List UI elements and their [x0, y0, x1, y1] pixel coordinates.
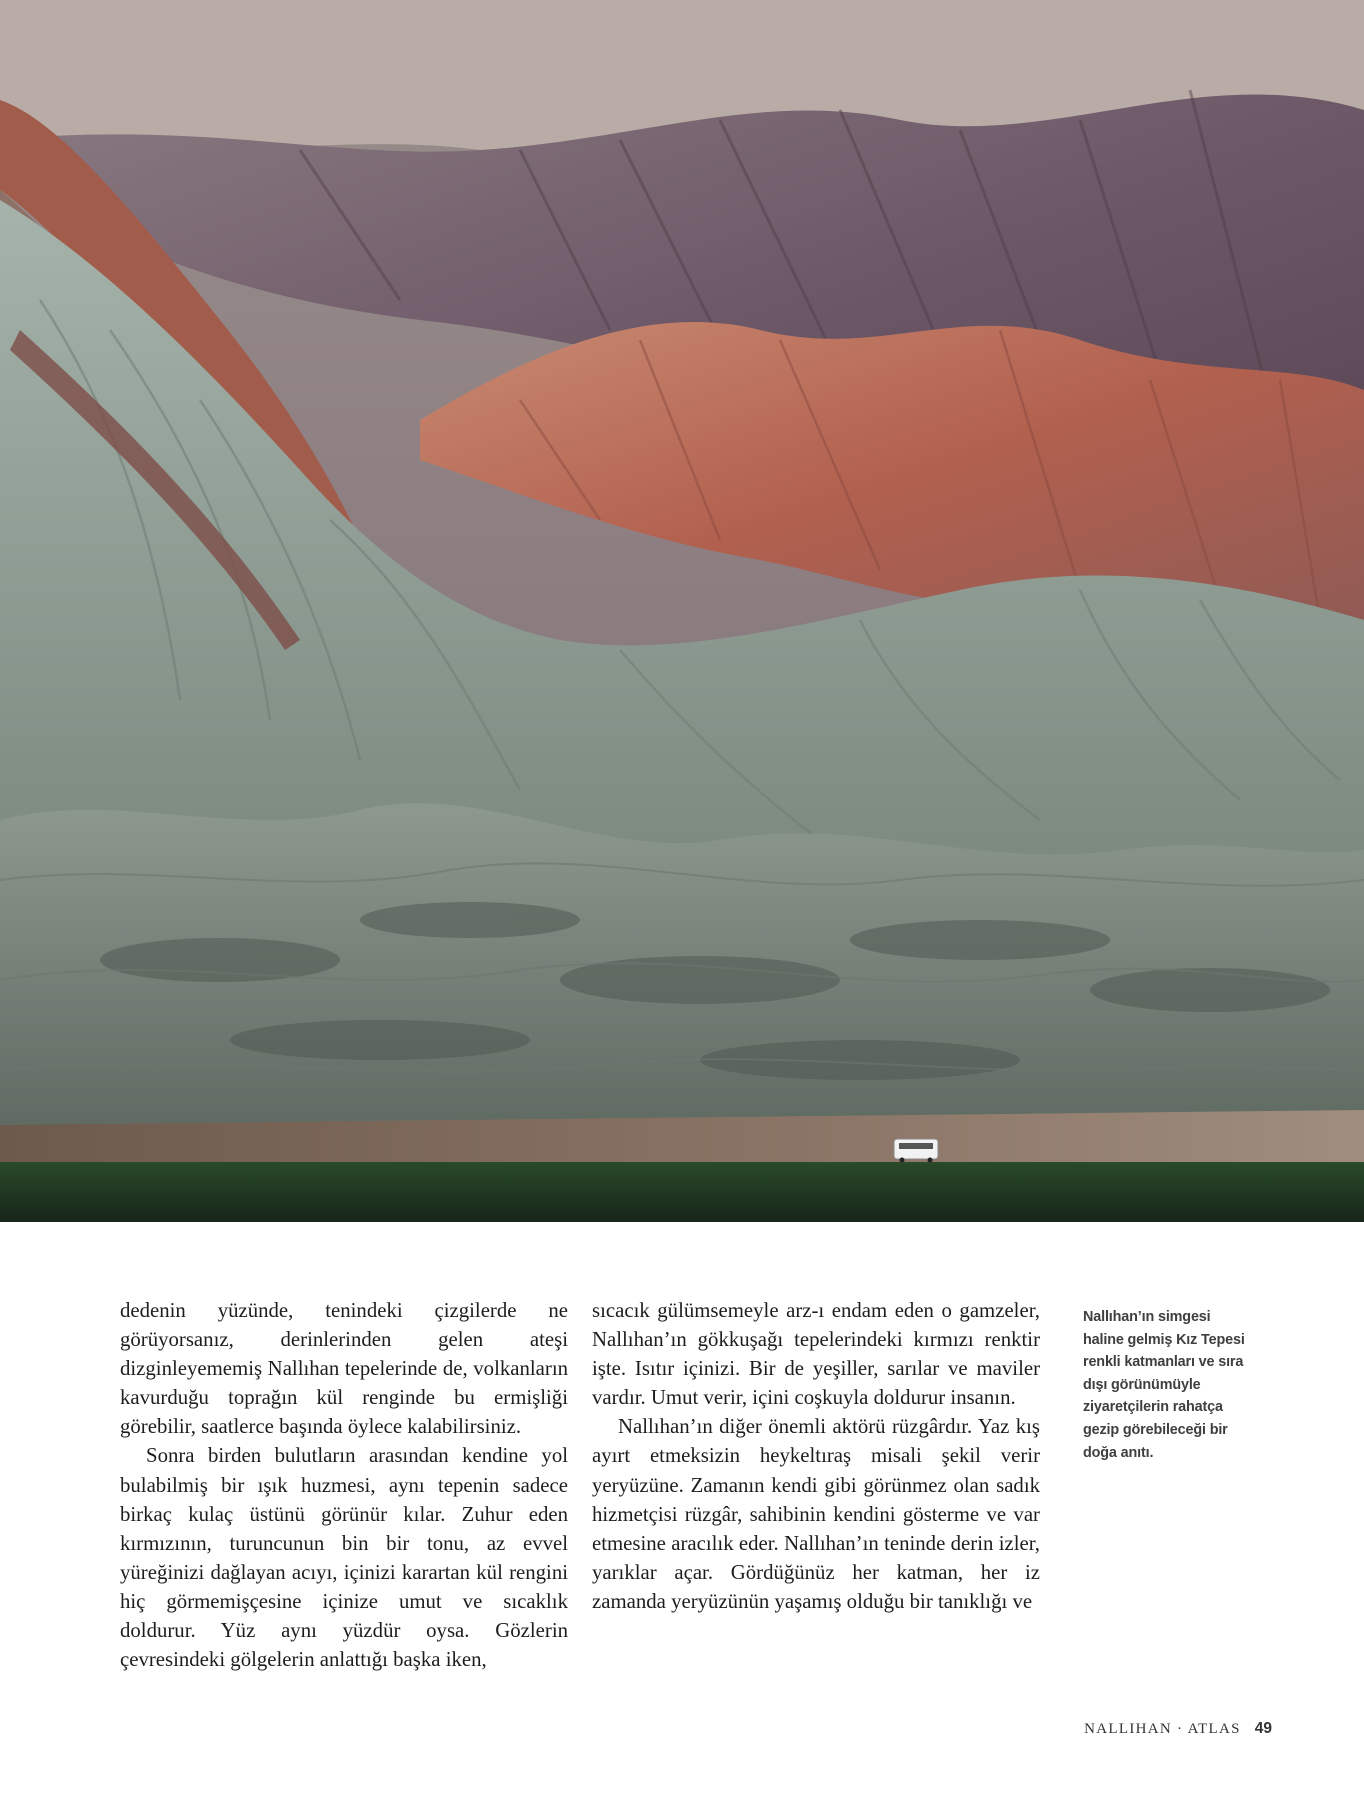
article-paragraph: Nallıhan’ın diğer önemli aktörü rüzgârdır. Yaz kış ayırt etmeksizin heykeltıraş misali şekil verir yeryüzüne. Zamanın kendi gibi görünmez olan sadık hizmetçisi rüzgâr, sahibinin kendini gösterme ve var etmesine aracılık eder. Nallıhan’ın teninde derin izler, yarıklar açar. Gördüğünüz her katman, her iz zamanda yeryüzünün yaşamış olduğu bir tanıklığı ve: [592, 1415, 1040, 1613]
article-column-1: [120, 1296, 568, 1674]
article-column-2: [592, 1296, 1040, 1616]
page-footer: [1084, 1720, 1272, 1738]
article-paragraph: dedenin yüzünde, tenindeki çizgilerde ne görüyorsanız, derinlerinden gelen ateşi dizginleyememiş Nallıhan tepelerinde de, volkanların kavurduğu toprağın kül renginde bu ermişliği görebilir, saatlerce başında öylece kalabilirsiniz.: [120, 1299, 568, 1439]
article-paragraph: Sonra birden bulutların arasından kendine yol bulabilmiş bir ışık huzmesi, aynı tepenin sadece birkaç kulaç üstünü görünür kılar. Zuhur eden kırmızının, turuncunun bin bir tonu, az evvel yüreğinizi dağlayan acıyı, içinizi karartan kül rengini hiç görmemişçesine içinize umut ve sıcaklık doldurur. Yüz aynı yüzdür oysa. Gözlerin çevresindeki gölgelerin anlattığı başka iken,: [120, 1444, 568, 1672]
bus-illustration: [894, 1139, 938, 1163]
article-paragraph: sıcacık gülümsemeyle arz-ı endam eden o gamzeler, Nallıhan’ın gökkuşağı tepelerindeki kırmızı renktir işte. Isıtır içinizi. Bir de yeşiller, sarılar ve maviler vardır. Umut verir, içini coşkuyla doldurur insanın.: [592, 1299, 1040, 1410]
page-number: 49: [1254, 1720, 1272, 1737]
photo-caption: Nallıhan’ın simgesi haline gelmiş Kız Tepesi renkli katmanları ve sıra dışı görünümüyle ziyaretçilerin rahatça gezip görebileceği bir doğa anıtı.: [1083, 1309, 1245, 1461]
running-title: NALLIHAN · ATLAS: [1084, 1721, 1241, 1737]
